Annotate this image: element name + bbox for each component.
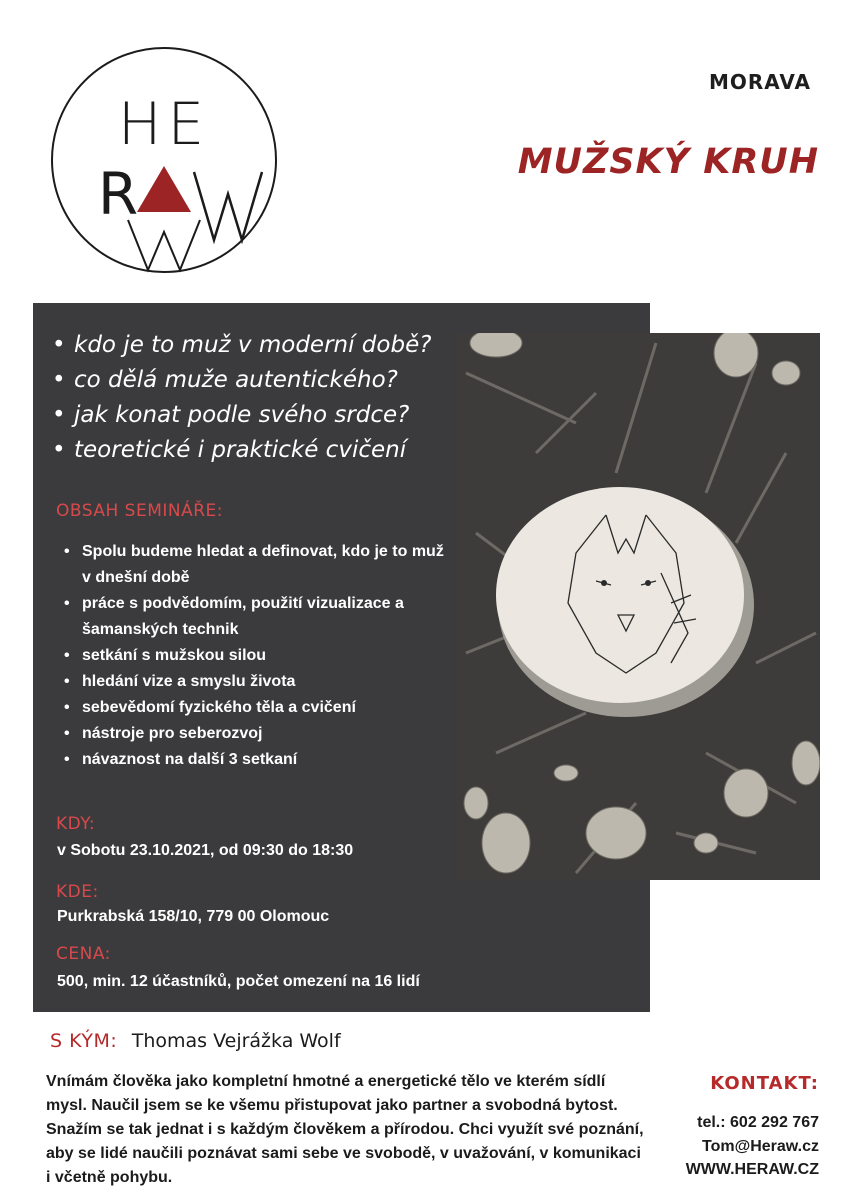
when-value: v Sobotu 23.10.2021, od 09:30 do 18:30 xyxy=(57,842,354,859)
question-item: • kdo je to muž v moderní době? xyxy=(52,332,432,358)
page-title: MUŽSKÝ KRUH xyxy=(517,142,819,182)
with-label: S KÝM: xyxy=(50,1030,118,1052)
topic-item: • práce s podvědomím, použití vizualizace a šamanských technik xyxy=(64,591,444,643)
region-label: MORAVA xyxy=(708,70,811,94)
topic-item: • hledání vize a smyslu života xyxy=(64,669,444,695)
topics-list xyxy=(64,539,444,773)
logo-text-he: HE xyxy=(117,90,211,158)
topic-item: • Spolu budeme hledat a definovat, kdo je to muž v dnešní době xyxy=(64,539,444,591)
contact-heading: KONTAKT: xyxy=(710,1073,819,1094)
topic-item: • sebevědomí fyzického těla a cvičení xyxy=(64,695,444,721)
price-heading: CENA: xyxy=(56,944,111,964)
logo-text-r: R xyxy=(97,160,139,228)
where-value: Purkrabská 158/10, 779 00 Olomouc xyxy=(57,908,330,925)
topic-item: • setkání s mužskou silou xyxy=(64,643,444,669)
question-item: • jak konat podle svého srdce? xyxy=(52,402,410,428)
price-value: 500, min. 12 účastníků, počet omezení na 16 lidí xyxy=(57,973,420,990)
questions-list xyxy=(52,328,452,468)
logo-triangle-icon xyxy=(137,166,191,212)
question-item: • co dělá muže autentického? xyxy=(52,367,398,393)
wolf-drum-photo xyxy=(456,333,820,880)
contact-email[interactable]: Tom@Heraw.cz xyxy=(702,1138,819,1155)
bio-text: Vnímám člověka jako kompletní hmotné a energetické tělo ve kterém sídlí mysl. Naučil jsem se ke všemu přistupovat jako partner a svobodná bytost. Snažím se tak jednat i s každým člověkem a přírodou. Chci využít své poznání, aby se lidé naučili poznávat sami sebe ve svobodě, v uvažování, v komunikaci i včetně pohybu. xyxy=(46,1073,644,1186)
when-heading: KDY: xyxy=(56,814,96,834)
contact-web[interactable]: WWW.HERAW.CZ xyxy=(685,1161,819,1178)
where-heading: KDE: xyxy=(56,882,99,902)
content-heading: OBSAH SEMINÁŘE: xyxy=(56,501,224,521)
topic-item: • nástroje pro seberozvoj xyxy=(64,721,444,747)
contact-phone[interactable]: tel.: 602 292 767 xyxy=(697,1114,819,1131)
topic-item: • návaznost na další 3 setkaní xyxy=(64,747,444,773)
question-item: • teoretické i praktické cvičení xyxy=(52,437,407,463)
heraw-logo xyxy=(48,44,280,276)
instructor-name: Thomas Vejrážka Wolf xyxy=(131,1030,341,1052)
with-row xyxy=(50,1030,341,1052)
